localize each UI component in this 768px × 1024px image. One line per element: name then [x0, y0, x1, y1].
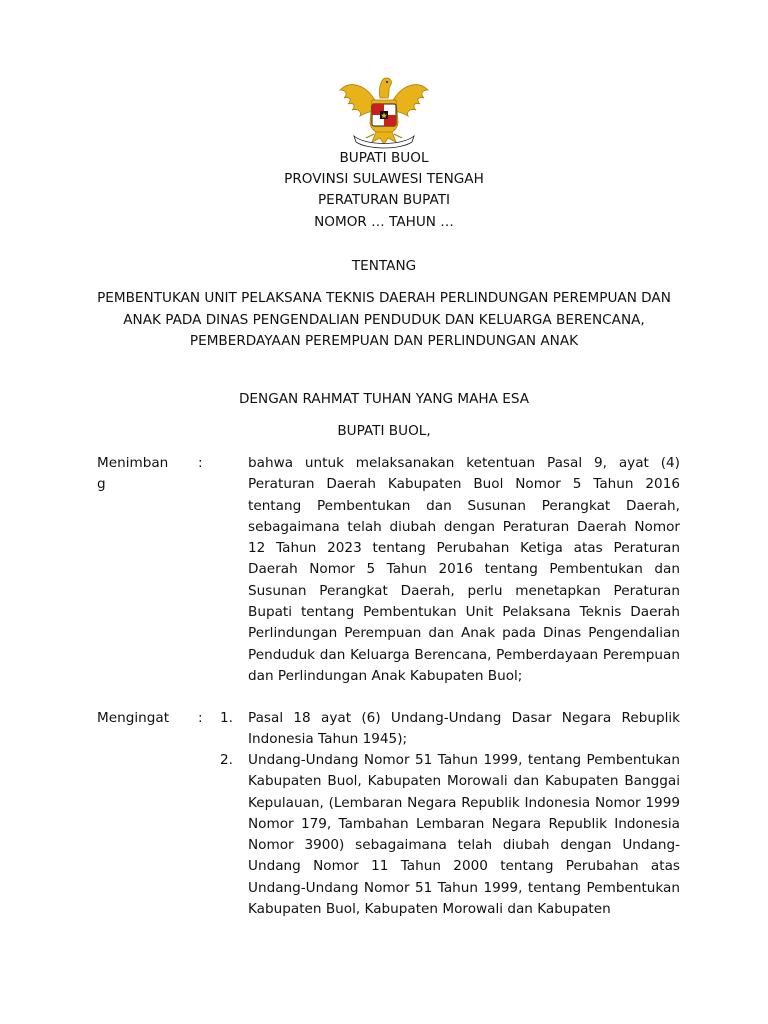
header-nomor: NOMOR … TAHUN …	[314, 214, 454, 230]
mengingat-colon: :	[198, 710, 203, 726]
mengingat-item-1-text: Pasal 18 ayat (6) Undang-Undang Dasar Negara Rebuplik Indonesia Tahun 1945);	[248, 710, 680, 748]
emblem-tail	[372, 132, 396, 144]
mengingat-item-2-number: 2.	[220, 752, 233, 768]
header-tentang: TENTANG	[351, 258, 417, 274]
garuda-emblem-icon	[336, 72, 432, 150]
header-bupati: BUPATI BUOL	[339, 150, 429, 166]
mengingat-item-1-number: 1.	[220, 710, 233, 726]
header-peraturan: PERATURAN BUPATI	[317, 192, 451, 208]
header-bupati-buol: BUPATI BUOL,	[337, 423, 431, 439]
menimbang-label-line1: Menimban	[97, 455, 169, 471]
emblem-head	[379, 78, 391, 98]
mengingat-label: Mengingat	[97, 710, 170, 726]
menimbang-text: bahwa untuk melaksanakan ketentuan Pasal 9, ayat (4) Peraturan Daerah Kabupaten Buol Nomor 5 Tahun 2016 tentang Pembentukan dan Susunan Perangkat Daerah, sebagaimana telah diubah dengan Peraturan Daerah Nomor 12 Tahun 2023 tentang Perubahan Ketiga atas Peraturan Daerah Nomor 5 Tahun 2016 tentang Pembentukan dan Susunan Perangkat Daerah, perlu menetapkan Peraturan Bupati tentang Pembentukan Unit Pelaksana Teknis Daerah Perlindungan Perempuan dan Anak pada Dinas Pengendalian Penduduk dan Keluarga Berencana, Pemberdayaan Perempuan dan Perlindungan Anak Kabupaten Buol;	[248, 455, 680, 684]
header-provinsi: PROVINSI SULAWESI TENGAH	[284, 171, 484, 187]
mengingat-item-2-text: Undang-Undang Nomor 51 Tahun 1999, tentang Pembentukan Kabupaten Buol, Kabupaten Morowali dan Kabupaten Banggai Kepulauan, (Lembaran Negara Republik Indonesia Nomor 1999 Nomor 179, Tambahan Lembaran Negara Republik Indonesia Nomor 3900) sebagaimana telah diubah dengan Undang-Undang Nomor 11 Tahun 2000 tentang Perubahan atas Undang-Undang Nomor 51 Tahun 1999, tentang Pembentukan Kabupaten Buol, Kabupaten Morowali dan Kabupaten	[248, 752, 680, 918]
header-rahmat: DENGAN RAHMAT TUHAN YANG MAHA ESA	[238, 391, 530, 407]
menimbang-label-line2: g	[97, 476, 106, 492]
regulation-title: PEMBENTUKAN UNIT PELAKSANA TEKNIS DAERAH PERLINDUNGAN PEREMPUAN DAN ANAK PADA DINAS PENGENDALIAN PENDUDUK DAN KELUARGA BERENCANA, PEMBERDAYAAN PEREMPUAN DAN PERLINDUNGAN ANAK	[97, 290, 671, 349]
menimbang-colon: :	[198, 455, 203, 471]
